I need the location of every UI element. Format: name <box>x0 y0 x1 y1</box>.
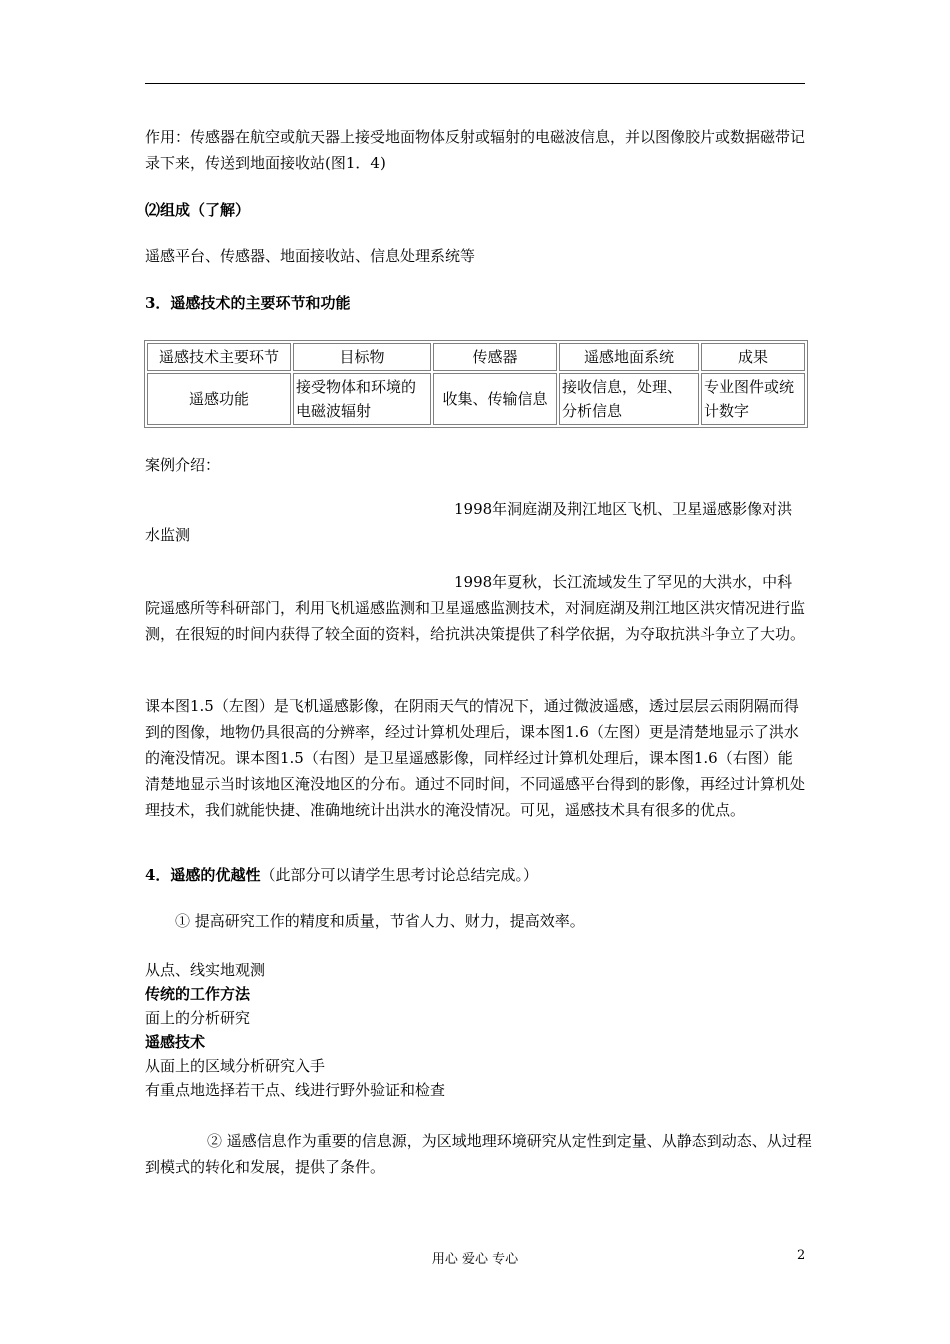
compare-line-remote-sensing: 遥感技术 <box>145 1033 206 1051</box>
composition-paragraph: 遥感平台、传感器、地面接收站、信息处理系统等 <box>145 247 476 265</box>
footer-motto: 用心 爱心 专心 <box>431 1252 519 1267</box>
table-cell: 遥感功能 <box>147 373 291 425</box>
effect-paragraph: 作用：传感器在航空或航天器上接受地面物体反射或辐射的电磁波信息，并以图像胶片或数据磁带记录下来，传送到地面接收站(图1．4) <box>145 128 806 172</box>
table-header-row <box>147 343 805 371</box>
table-cell: 接受物体和环境的电磁波辐射 <box>293 373 431 425</box>
table-header-cell: 遥感技术主要环节 <box>147 343 291 371</box>
table-header-cell: 成果 <box>701 343 805 371</box>
compare-line-traditional: 传统的工作方法 <box>145 985 251 1003</box>
table-cell: 专业图件或统计数字 <box>701 373 805 425</box>
table-header-cell: 目标物 <box>293 343 431 371</box>
section4-heading-note: （此部分可以请学生思考讨论总结完成。） <box>260 866 538 884</box>
section4-heading-bold: 4．遥感的优越性 <box>145 866 261 884</box>
compare-line: 有重点地选择若干点、线进行野外验证和检查 <box>145 1081 446 1099</box>
table-cell: 收集、传输信息 <box>433 373 557 425</box>
section4-heading <box>145 862 807 888</box>
case-paragraph-2: 课本图1.5（左图）是飞机遥感影像，在阴雨天气的情况下，通过微波遥感，透过层层云雨阴隔而得到的图像，地物仍具很高的分辨率，经过计算机处理后，课本图1.6（左图）更是清楚地显示了洪水的淹没情况。课本图1.5（右图）是卫星遥感影像，同样经过计算机处理后，课本图1.6（右图）能清楚地显示当时该地区淹没地区的分布。通过不同时间，不同遥感平台得到的影像，再经过计算机处理技术，我们就能快捷、准确地统计出洪水的淹没情况。可见，遥感技术具有很多的优点。 <box>145 697 806 819</box>
composition-heading: ⑵组成（了解） <box>145 201 251 219</box>
advantage-point-2: ② 遥感信息作为重要的信息源，为区域地理环境研究从定性到定量、从静态到动态、从过程到模式的转化和发展，提供了条件。 <box>145 1132 812 1176</box>
compare-line: 从点、线实地观测 <box>145 961 266 979</box>
header-rule <box>145 83 805 84</box>
case-title: 1998年洞庭湖及荆江地区飞机、卫星遥感影像对洪水监测 <box>145 500 793 544</box>
compare-line: 面上的分析研究 <box>145 1009 251 1027</box>
case-paragraph-1: 1998年夏秋，长江流域发生了罕见的大洪水，中科院遥感所等科研部门，利用飞机遥感监测和卫星遥感监测技术，对洞庭湖及荆江地区洪灾情况进行监测，在很短的时间内获得了较全面的资料，给抗洪决策提供了科学依据，为夺取抗洪斗争立了大功。 <box>145 573 806 643</box>
section3-heading: 3．遥感技术的主要环节和功能 <box>145 294 351 312</box>
remote-sensing-table <box>144 340 808 428</box>
table-row <box>147 373 805 425</box>
compare-line: 从面上的区域分析研究入手 <box>145 1057 326 1075</box>
table-cell: 接收信息，处理、分析信息 <box>559 373 699 425</box>
table-header-cell: 遥感地面系统 <box>559 343 699 371</box>
case-label: 案例介绍： <box>145 456 221 474</box>
advantage-point-1: ① 提高研究工作的精度和质量，节省人力、财力，提高效率。 <box>175 912 585 930</box>
table-header-cell: 传感器 <box>433 343 557 371</box>
page-number: 2 <box>797 1248 806 1263</box>
